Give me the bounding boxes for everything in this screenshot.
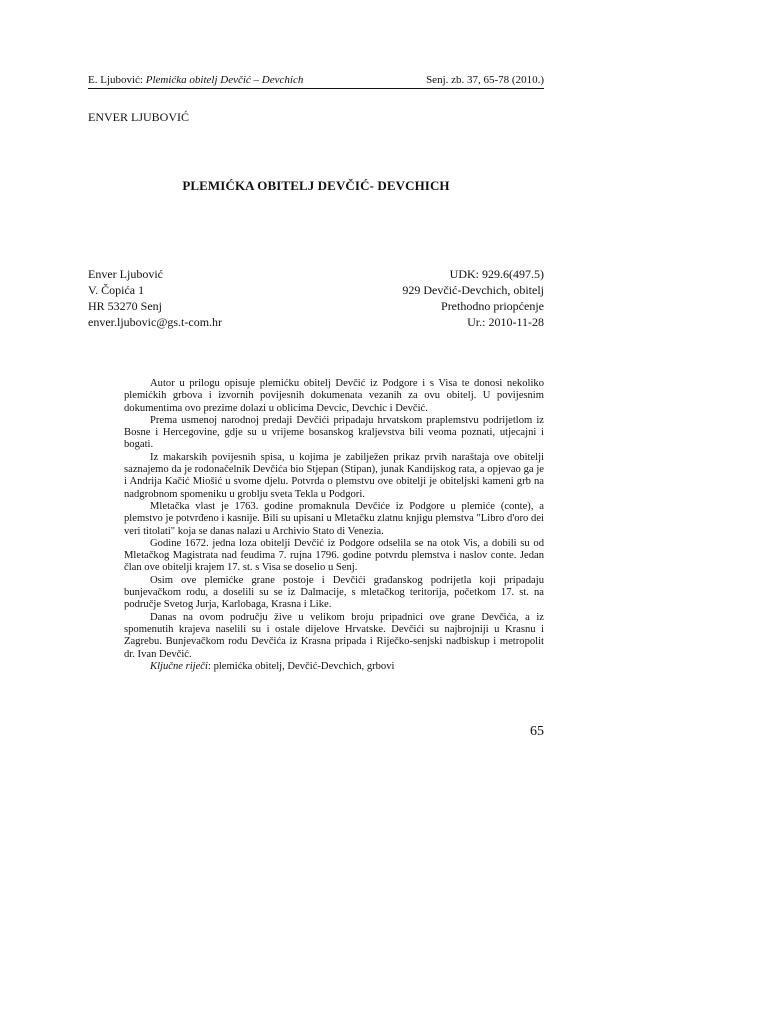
author-affiliation <box>88 266 222 330</box>
header-author: E. Ljubović: <box>88 74 146 86</box>
keywords-line <box>124 661 544 673</box>
abstract-paragraph: Iz makarskih povijesnih spisa, u kojima je zabilježen prikaz prvih naraštaja ove obitelji saznajemo da je rodonačelnik Devčića bio Stjepan (Stipan), junak Kandijskog rata, a opjevao ga je i Andrija Kačić Miošić u svome djelu. Potvrda o plemstvu ove obitelji je obiteljski kameni grb na nadgrobnom spomeniku u groblju sveta Tekla u Podgori. <box>124 451 544 500</box>
article-type: Prethodno priopćenje <box>441 299 544 313</box>
abstract-paragraph: Autor u prilogu opisuje plemićku obitelj Devčić iz Podgore i s Visa te donosi nekoliko plemićkih grbova i izvornih povijesnih dokumenata vezanih za ovu obitelj. U povijesnim dokumentima ovo prezime dolazi u oblicima Devcic, Devchic i Devčić. <box>124 378 544 414</box>
abstract-paragraph: Danas na ovom području žive u velikom broju pripadnici ove grane Devčića, a iz spomenutih krajeva naselili su i ostale dijelove Hrvatske. Devčići su najbrojniji u Krasnu i Zagrebu. Bunjevačkom rodu Devčića iz Krasna pripada i Riječko-senjski nadbiskup i metropolit dr. Ivan Devčić. <box>124 611 544 660</box>
keywords-label: Ključne riječi <box>150 660 208 672</box>
paper-title: PLEMIĆKA OBITELJ DEVČIĆ- DEVCHICH <box>182 178 450 193</box>
abstract <box>124 378 544 673</box>
affiliation-email: enver.ljubovic@gs.t-com.hr <box>88 315 223 329</box>
affiliation-city: HR 53270 Senj <box>88 299 163 313</box>
received-date: Ur.: 2010-11-28 <box>467 315 544 329</box>
udk-secondary: 929 Devčić-Devchich, obitelj <box>402 283 544 297</box>
classification-block <box>300 266 544 330</box>
page-number: 65 <box>530 724 544 739</box>
keywords-separator: : <box>207 660 214 672</box>
abstract-paragraph: Godine 1672. jedna loza obitelji Devčić iz Podgore odselila se na otok Vis, a dobili su od Mletačkog Magistrata nad feudima 7. rujna 1796. godine potvrdu plemstva i naslov conte. Jedan član ove obitelji krajem 17. st. s Visa se doselio u Senj. <box>124 537 544 574</box>
abstract-paragraph: Prema usmenoj narodnoj predaji Devčići pripadaju hrvatskom praplemstvu podrijetlom iz Bosne i Hercegovine, gdje su u vrijeme bosanskog kraljevstva bili veoma poznati, utjecajni i bogati. <box>124 414 544 451</box>
udk-code: UDK: 929.6(497.5) <box>449 267 544 281</box>
author-name-top: ENVER LJUBOVIĆ <box>88 110 189 124</box>
header-journal-ref: Senj. zb. 37, 65-78 (2010.) <box>426 74 544 86</box>
affiliation-name: Enver Ljubović <box>88 267 163 281</box>
running-header <box>88 74 544 89</box>
abstract-paragraph: Osim ove plemićke grane postoje i Devčići građanskog podrijetla koji pripadaju bunjevačkom rodu, a doselili su se iz Dalmacije, s mletačkog teritorija, početkom 17. st. na područje Svetog Jurja, Karlobaga, Krasna i Like. <box>124 574 544 611</box>
abstract-paragraph: Mletačka vlast je 1763. godine promaknula Devčiće iz Podgore u plemiće (conte), a plemstvo je potvrđeno i kasnije. Bili su upisani u Mletačku zlatnu knjigu plemstva "Libro d'oro dei veri titolati" koja se danas nalazi u Archivio Stato di Venezia. <box>124 500 544 537</box>
running-header-left <box>88 74 303 86</box>
affiliation-street: V. Čopića 1 <box>88 283 145 297</box>
header-short-title: Plemićka obitelj Devčić – Devchich <box>145 74 304 86</box>
keywords-text: plemićka obitelj, Devčić-Devchich, grbovi <box>213 660 395 672</box>
